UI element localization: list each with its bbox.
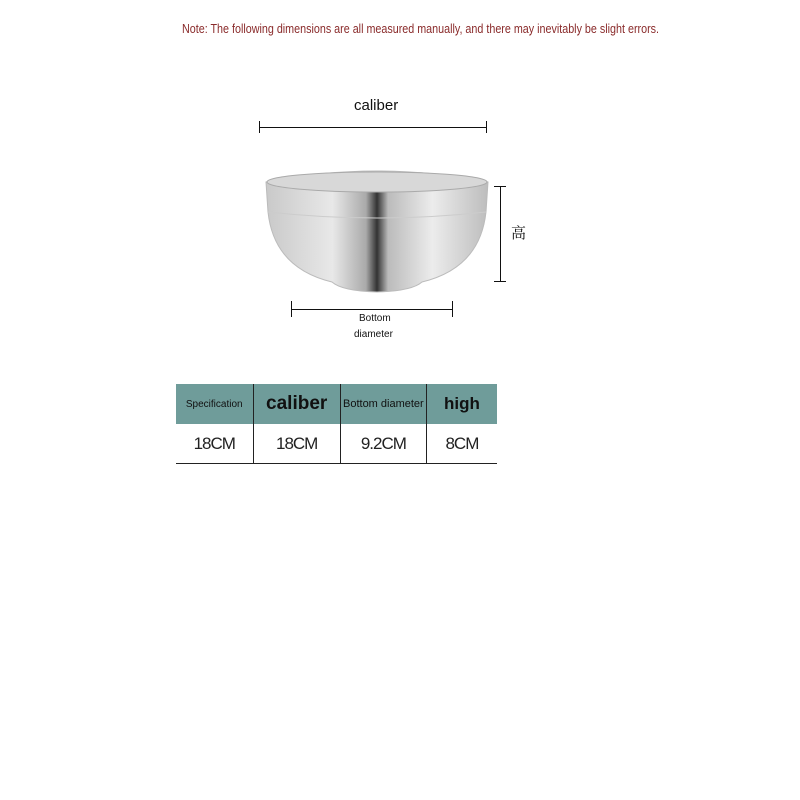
header-bottom-diameter: Bottom diameter [340,384,426,424]
caliber-tick-right [486,121,487,133]
measurement-note: Note: The following dimensions are all measured manually, and there may inevitably be slight errors. [182,22,660,36]
cell-specification: 18CM [176,424,253,464]
spec-table [176,384,497,464]
cell-high: 8CM [426,424,497,464]
table-row [176,424,497,464]
height-label: 高 [511,225,527,242]
bottom-tick-left [291,301,292,317]
header-high: high [426,384,497,424]
height-dimension-line [500,186,501,282]
table-header-row [176,384,497,424]
caliber-tick-left [259,121,260,133]
bowl-image [262,160,492,295]
bottom-label-line1: Bottom [359,313,391,324]
cell-caliber: 18CM [253,424,340,464]
header-specification: Specification [176,384,253,424]
bottom-label-line2: diameter [354,329,393,340]
caliber-dimension-line [259,127,487,128]
cell-bottom-diameter: 9.2CM [340,424,426,464]
bottom-tick-right [452,301,453,317]
bottom-dimension-line [291,309,453,310]
header-caliber: caliber [253,384,340,424]
caliber-label: caliber [354,97,399,114]
height-tick-bottom [494,281,506,282]
height-tick-top [494,186,506,187]
